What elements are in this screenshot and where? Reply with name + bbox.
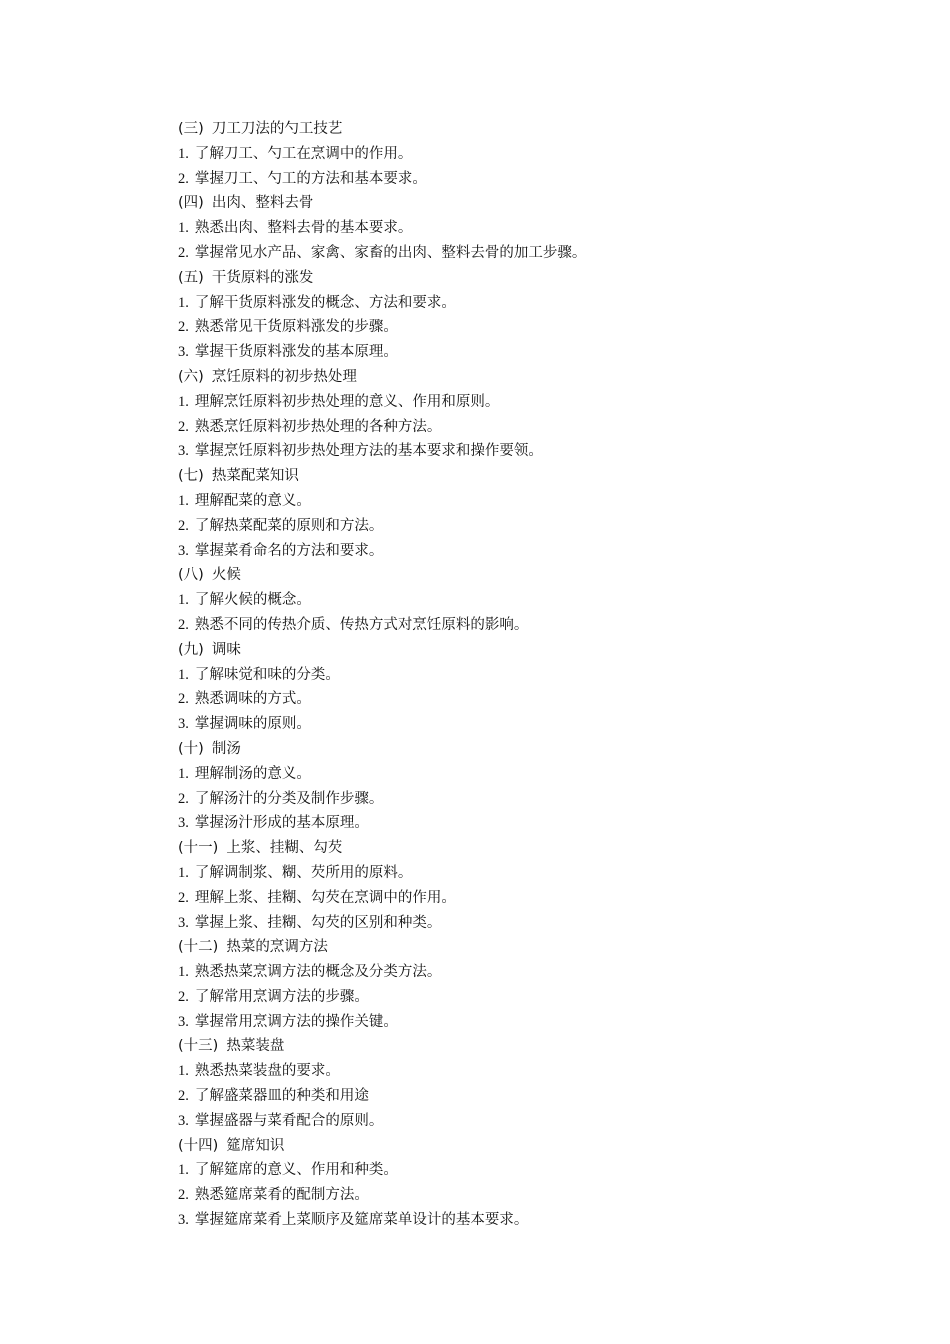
item-text: 掌握烹饪原料初步热处理方法的基本要求和操作要领。 xyxy=(194,443,543,460)
section-number: (三) xyxy=(178,121,204,137)
list-item xyxy=(178,960,898,985)
item-text: 熟悉出肉、整料去骨的基本要求。 xyxy=(194,220,413,237)
section-number: (四) xyxy=(178,195,204,212)
section-number: (十) xyxy=(178,740,204,757)
section-heading xyxy=(178,935,898,960)
item-text: 了解筵席的意义、作用和种类。 xyxy=(194,1162,398,1179)
item-number: 2. xyxy=(178,517,189,534)
item-text: 熟悉筵席菜肴的配制方法。 xyxy=(194,1187,369,1204)
section-number: (十二) xyxy=(178,939,219,956)
section-heading xyxy=(178,464,898,489)
list-item xyxy=(178,911,898,936)
list-item xyxy=(178,1109,898,1134)
section-heading xyxy=(178,638,898,663)
item-text: 掌握常见水产品、家禽、家畜的出肉、整料去骨的加工步骤。 xyxy=(194,244,587,261)
item-number: 2. xyxy=(178,244,189,261)
section-number: (八) xyxy=(178,567,204,584)
item-text: 了解盛菜器皿的种类和用途 xyxy=(194,1088,369,1105)
section-title: 调味 xyxy=(211,641,241,658)
item-number: 2. xyxy=(178,691,189,708)
section-heading xyxy=(178,266,898,291)
item-text: 熟悉烹饪原料初步热处理的各种方法。 xyxy=(194,418,442,435)
section-title: 热菜的烹调方法 xyxy=(226,939,328,956)
item-number: 1. xyxy=(178,220,189,237)
list-item xyxy=(178,687,898,712)
list-item xyxy=(178,142,898,167)
section-number: (十一) xyxy=(178,840,219,857)
item-number: 3. xyxy=(178,815,189,832)
item-number: 2. xyxy=(178,170,189,187)
section-number: (九) xyxy=(178,641,204,658)
item-number: 2. xyxy=(178,616,189,633)
list-item xyxy=(178,390,898,415)
list-item xyxy=(178,588,898,613)
item-number: 2. xyxy=(178,988,189,1005)
item-number: 2. xyxy=(178,790,189,807)
item-text: 理解烹饪原料初步热处理的意义、作用和原则。 xyxy=(194,393,500,410)
section-title: 上浆、挂糊、勾芡 xyxy=(226,840,343,857)
item-text: 掌握筵席菜肴上菜顺序及筵席菜单设计的基本要求。 xyxy=(194,1212,529,1229)
list-item xyxy=(178,415,898,440)
item-number: 2. xyxy=(178,418,189,435)
item-text: 了解刀工、勺工在烹调中的作用。 xyxy=(194,145,413,162)
section-heading xyxy=(178,1034,898,1059)
item-text: 熟悉常见干货原料涨发的步骤。 xyxy=(194,319,398,336)
item-number: 1. xyxy=(178,492,189,509)
section-number: (六) xyxy=(178,368,204,385)
section-title: 热菜配菜知识 xyxy=(211,468,299,485)
list-item xyxy=(178,241,898,266)
list-item xyxy=(178,291,898,316)
section-heading xyxy=(178,365,898,390)
item-text: 了解火候的概念。 xyxy=(194,592,311,609)
section-heading xyxy=(178,836,898,861)
item-text: 掌握盛器与菜肴配合的原则。 xyxy=(194,1112,384,1129)
section-heading xyxy=(178,737,898,762)
item-number: 2. xyxy=(178,1088,189,1105)
item-text: 了解味觉和味的分类。 xyxy=(194,666,340,683)
item-text: 了解干货原料涨发的概念、方法和要求。 xyxy=(194,294,456,311)
list-item xyxy=(178,439,898,464)
item-number: 2. xyxy=(178,889,189,906)
item-number: 1. xyxy=(178,294,189,311)
list-item xyxy=(178,1183,898,1208)
section-heading xyxy=(178,1134,898,1159)
item-text: 掌握菜肴命名的方法和要求。 xyxy=(194,542,384,559)
item-text: 了解调制浆、糊、芡所用的原料。 xyxy=(194,864,413,881)
item-number: 3. xyxy=(178,1112,189,1129)
list-item xyxy=(178,663,898,688)
list-item xyxy=(178,167,898,192)
list-item xyxy=(178,489,898,514)
item-text: 熟悉热菜烹调方法的概念及分类方法。 xyxy=(194,964,442,981)
item-number: 1. xyxy=(178,1063,189,1080)
item-text: 了解常用烹调方法的步骤。 xyxy=(194,988,369,1005)
section-title: 烹饪原料的初步热处理 xyxy=(211,368,357,385)
item-number: 2. xyxy=(178,319,189,336)
item-number: 3. xyxy=(178,914,189,931)
item-number: 3. xyxy=(178,443,189,460)
section-title: 筵席知识 xyxy=(226,1137,285,1154)
item-number: 1. xyxy=(178,964,189,981)
item-text: 掌握刀工、勺工的方法和基本要求。 xyxy=(194,170,427,187)
section-title: 火候 xyxy=(211,567,241,584)
item-text: 理解配菜的意义。 xyxy=(194,492,311,509)
list-item xyxy=(178,712,898,737)
item-text: 理解上浆、挂糊、勾芡在烹调中的作用。 xyxy=(194,889,456,906)
list-item xyxy=(178,216,898,241)
list-item xyxy=(178,1208,898,1233)
item-text: 理解制汤的意义。 xyxy=(194,765,311,782)
list-item xyxy=(178,340,898,365)
item-number: 1. xyxy=(178,864,189,881)
list-item xyxy=(178,539,898,564)
item-text: 掌握常用烹调方法的操作关键。 xyxy=(194,1013,398,1030)
section-title: 刀工刀法的勺工技艺 xyxy=(211,121,343,137)
section-title: 热菜装盘 xyxy=(226,1038,285,1055)
item-number: 1. xyxy=(178,592,189,609)
item-text: 掌握调味的原则。 xyxy=(194,716,311,733)
item-text: 熟悉热菜装盘的要求。 xyxy=(194,1063,340,1080)
list-item xyxy=(178,1158,898,1183)
section-number: (七) xyxy=(178,468,204,485)
item-number: 3. xyxy=(178,1013,189,1030)
item-text: 掌握汤汁形成的基本原理。 xyxy=(194,815,369,832)
section-title: 出肉、整料去骨 xyxy=(211,195,314,212)
list-item xyxy=(178,1010,898,1035)
section-heading xyxy=(178,117,898,142)
item-number: 1. xyxy=(178,666,189,683)
section-number: (十四) xyxy=(178,1137,219,1154)
item-text: 熟悉调味的方式。 xyxy=(194,691,311,708)
section-number: (十三) xyxy=(178,1038,219,1055)
section-title: 干货原料的涨发 xyxy=(211,269,314,286)
list-item xyxy=(178,861,898,886)
list-item xyxy=(178,762,898,787)
item-text: 了解热菜配菜的原则和方法。 xyxy=(194,517,384,534)
list-item xyxy=(178,1084,898,1109)
item-text: 掌握上浆、挂糊、勾芡的区别和种类。 xyxy=(194,914,442,931)
item-number: 1. xyxy=(178,145,189,162)
item-number: 1. xyxy=(178,1162,189,1179)
item-text: 熟悉不同的传热介质、传热方式对烹饪原料的影响。 xyxy=(194,616,529,633)
section-heading xyxy=(178,563,898,588)
list-item xyxy=(178,1059,898,1084)
section-number: (五) xyxy=(178,269,204,286)
item-number: 3. xyxy=(178,716,189,733)
list-item xyxy=(178,985,898,1010)
item-number: 3. xyxy=(178,1212,189,1229)
item-number: 1. xyxy=(178,393,189,410)
section-heading xyxy=(178,191,898,216)
item-text: 掌握干货原料涨发的基本原理。 xyxy=(194,344,398,361)
list-item xyxy=(178,886,898,911)
list-item xyxy=(178,787,898,812)
list-item xyxy=(178,811,898,836)
item-text: 了解汤汁的分类及制作步骤。 xyxy=(194,790,384,807)
item-number: 1. xyxy=(178,765,189,782)
document-body xyxy=(178,117,898,1233)
section-title: 制汤 xyxy=(211,740,241,757)
list-item xyxy=(178,514,898,539)
item-number: 3. xyxy=(178,542,189,559)
list-item xyxy=(178,613,898,638)
item-number: 2. xyxy=(178,1187,189,1204)
list-item xyxy=(178,315,898,340)
item-number: 3. xyxy=(178,344,189,361)
